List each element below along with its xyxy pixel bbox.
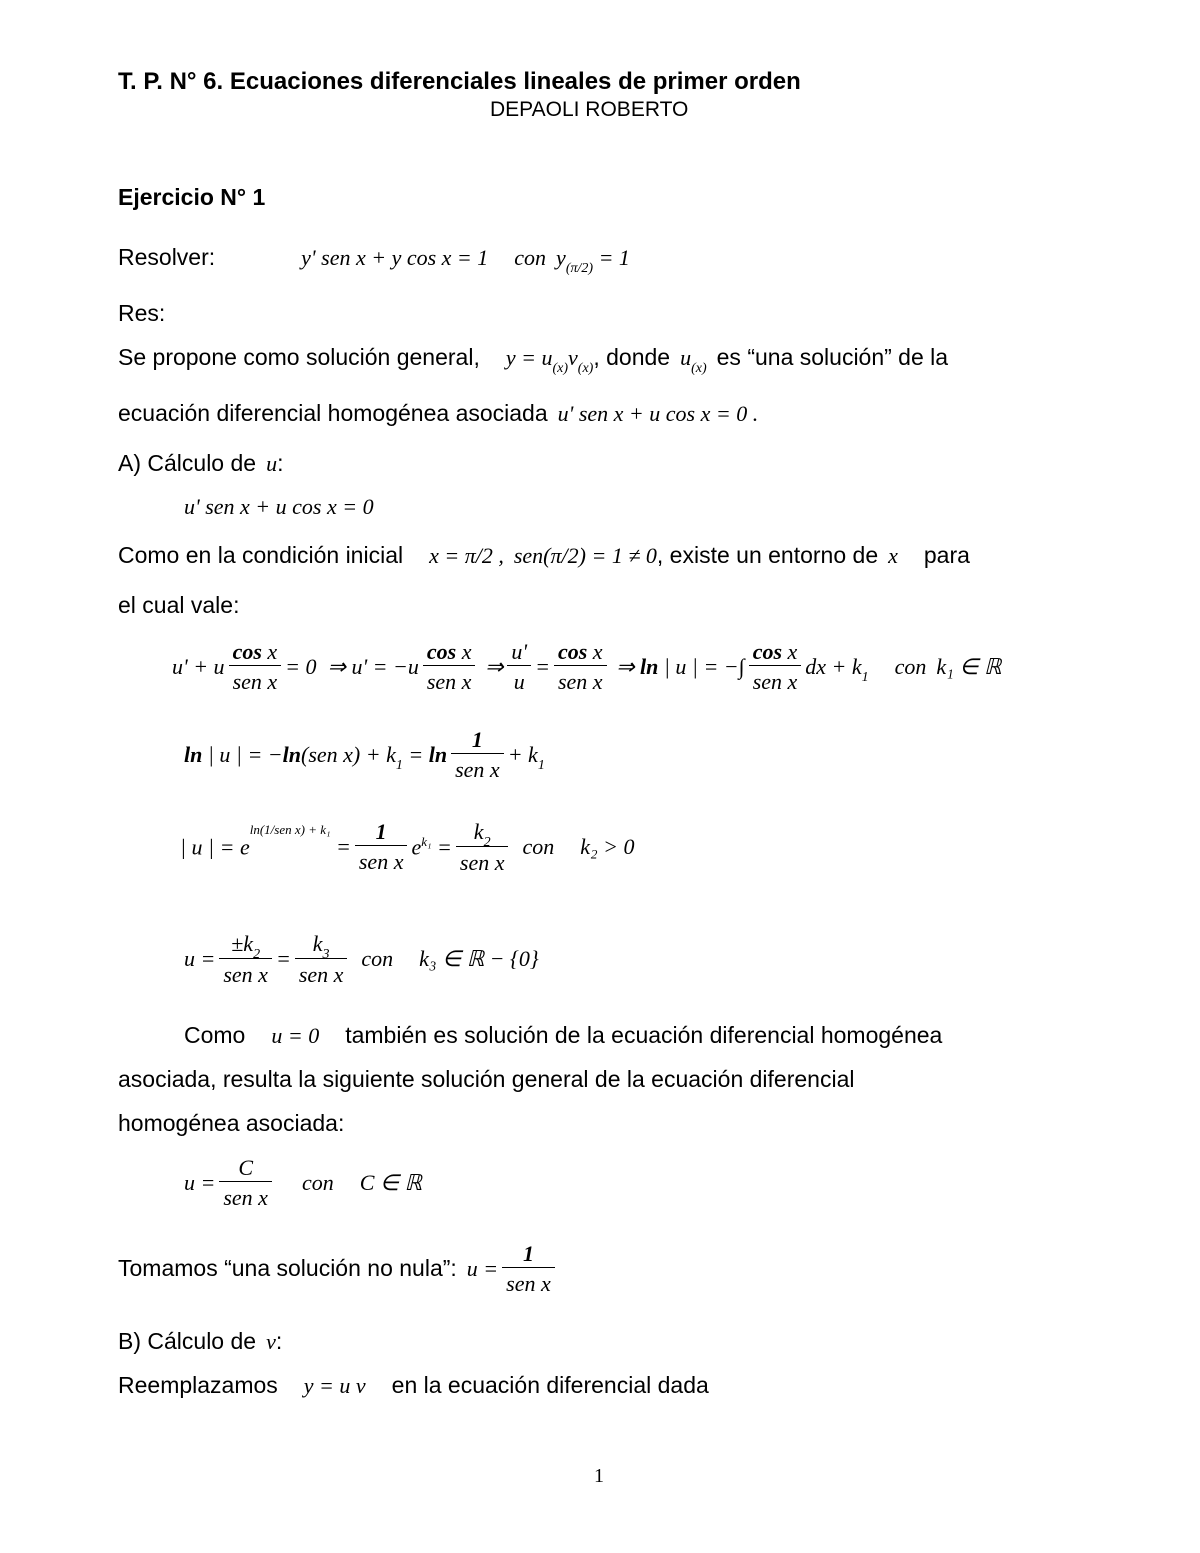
sen-pi-half: sen(π/2) = 1 ≠ 0 xyxy=(513,542,657,568)
con-word: con xyxy=(301,1169,334,1195)
C-set: C ∈ ℝ xyxy=(359,1169,422,1195)
como-text-4: homogénea asociada: xyxy=(118,1110,345,1136)
proposal-line xyxy=(118,344,949,376)
con-word: con xyxy=(522,833,555,859)
homogeneous-equation-repeat: u' sen x + u cos x = 0 xyxy=(184,494,374,519)
y-equals-uv: y = u v xyxy=(303,1372,366,1398)
proposal-text-2: , donde xyxy=(593,344,671,370)
tomamos-text: Tomamos “una solución no nula”: xyxy=(118,1255,457,1282)
equation-chain-2: ln | u | = −ln(sen $x) + k_1 = \ln$ $\frac{1}{\text{sen x}}$ + $k_1$ xyxy=(184,727,545,783)
reemplazamos-line xyxy=(118,1372,709,1399)
equation-chain-1: u' + u $\frac{\text{cos x}}{\text{sen x}}$ = 0 ⇒ u' = −u $\frac{\text{cos x}}{\text{sen x}}$ ⇒ $\frac{u'}{u}$ = $\frac{\text{cos x}}{\text{sen x}}$ ⇒ ln | u | = −∫ $\frac{\text{cos x}}{\text{sen x}}$ dx + $k_1$ con k₁ ∈ ℝ xyxy=(172,639,1002,695)
cond-text-4: el cual vale: xyxy=(118,592,240,618)
proposal-text-4: ecuación diferencial homogénea asociada xyxy=(118,400,548,426)
como-text-3: asociada, resulta la siguiente solución general de la ecuación diferencial xyxy=(118,1066,855,1092)
resolver-label: Resolver: xyxy=(118,244,216,270)
k3-set: k₃ ∈ ℝ − {0} xyxy=(419,945,539,971)
con-word: con xyxy=(514,244,547,270)
resolver-line xyxy=(118,244,630,276)
res-label: Res: xyxy=(118,300,166,326)
v-variable: v xyxy=(266,1328,276,1354)
page-number: 1 xyxy=(594,1465,604,1487)
con-word: con xyxy=(361,945,394,971)
exercise-heading: Ejercicio N° 1 xyxy=(118,184,266,210)
general-homogeneous-solution: u = $\frac{C}{\text{sen x}}$ con C ∈ ℝ xyxy=(184,1155,422,1211)
x-variable: x xyxy=(888,542,898,568)
reemplazamos-text-1: Reemplazamos xyxy=(118,1372,278,1398)
ode-equation: y' sen x + y cos x = 1 xyxy=(301,244,489,270)
equation-chain-4: u = $\frac{\pm k_2}{\text{sen x}}$ = $\frac{k_3}{\text{sen x}}$ con k₃ ∈ ℝ − {0} xyxy=(184,931,539,987)
author: DEPAOLI ROBERTO xyxy=(490,98,689,121)
nonzero-solution: u = xyxy=(466,1255,499,1281)
section-b-label: B) Cálculo de xyxy=(118,1328,257,1354)
cond-text-1: Como en la condición inicial xyxy=(118,542,404,568)
como-line xyxy=(184,1022,942,1049)
proposal-text-3: es “una solución” de la xyxy=(716,344,949,370)
como-text-2: también es solución de la ecuación diferencial homogénea xyxy=(345,1022,943,1048)
condition-line xyxy=(118,542,970,569)
cond-text-3: para xyxy=(923,542,970,568)
reemplazamos-text-2: en la ecuación diferencial dada xyxy=(391,1372,709,1398)
equation-chain-3: | u | = $e^{ln(1/sen x) + k_1}$ = $\frac{1}{\text{sen x}}$ $e^{k_1}$ = $\frac{k_2}{\text{sen x}}$ con k₂ > 0 xyxy=(180,819,635,875)
section-b: B) Cálculo de v : xyxy=(118,1328,283,1354)
section-a-label: A) Cálculo de xyxy=(118,450,257,476)
k2-condition: k₂ > 0 xyxy=(580,833,635,859)
como-text-1: Como xyxy=(184,1022,246,1048)
section-a: A) Cálculo de u : xyxy=(118,450,284,476)
proposal-text-1: Se propone como solución general, xyxy=(118,344,480,370)
con-word: con xyxy=(894,653,927,679)
homogeneous-equation: u' sen x + u cos x = 0 . xyxy=(557,400,759,426)
proposal-line-2 xyxy=(118,400,758,427)
u-variable: u xyxy=(266,450,278,476)
page-title: T. P. N° 6. Ecuaciones diferenciales lineales de primer orden xyxy=(118,68,801,95)
cond-text-2: , existe un entorno de xyxy=(656,542,879,568)
u-of-x: $u_{(x)}$ xyxy=(680,344,707,376)
tomamos-line: Tomamos “una solución no nula”: u = $\frac{1}{\text{sen x}}$ xyxy=(118,1242,559,1295)
x-equals-pi-half: x = π/2 , xyxy=(429,542,504,568)
u-equals-zero: u = 0 xyxy=(271,1022,320,1048)
general-solution-form: $y = u_{(x)}v_{(x)}$ xyxy=(505,344,594,376)
initial-condition: $y_{(\pi/2)} = 1$ xyxy=(556,244,630,276)
k1-set: k₁ ∈ ℝ xyxy=(936,653,1002,679)
